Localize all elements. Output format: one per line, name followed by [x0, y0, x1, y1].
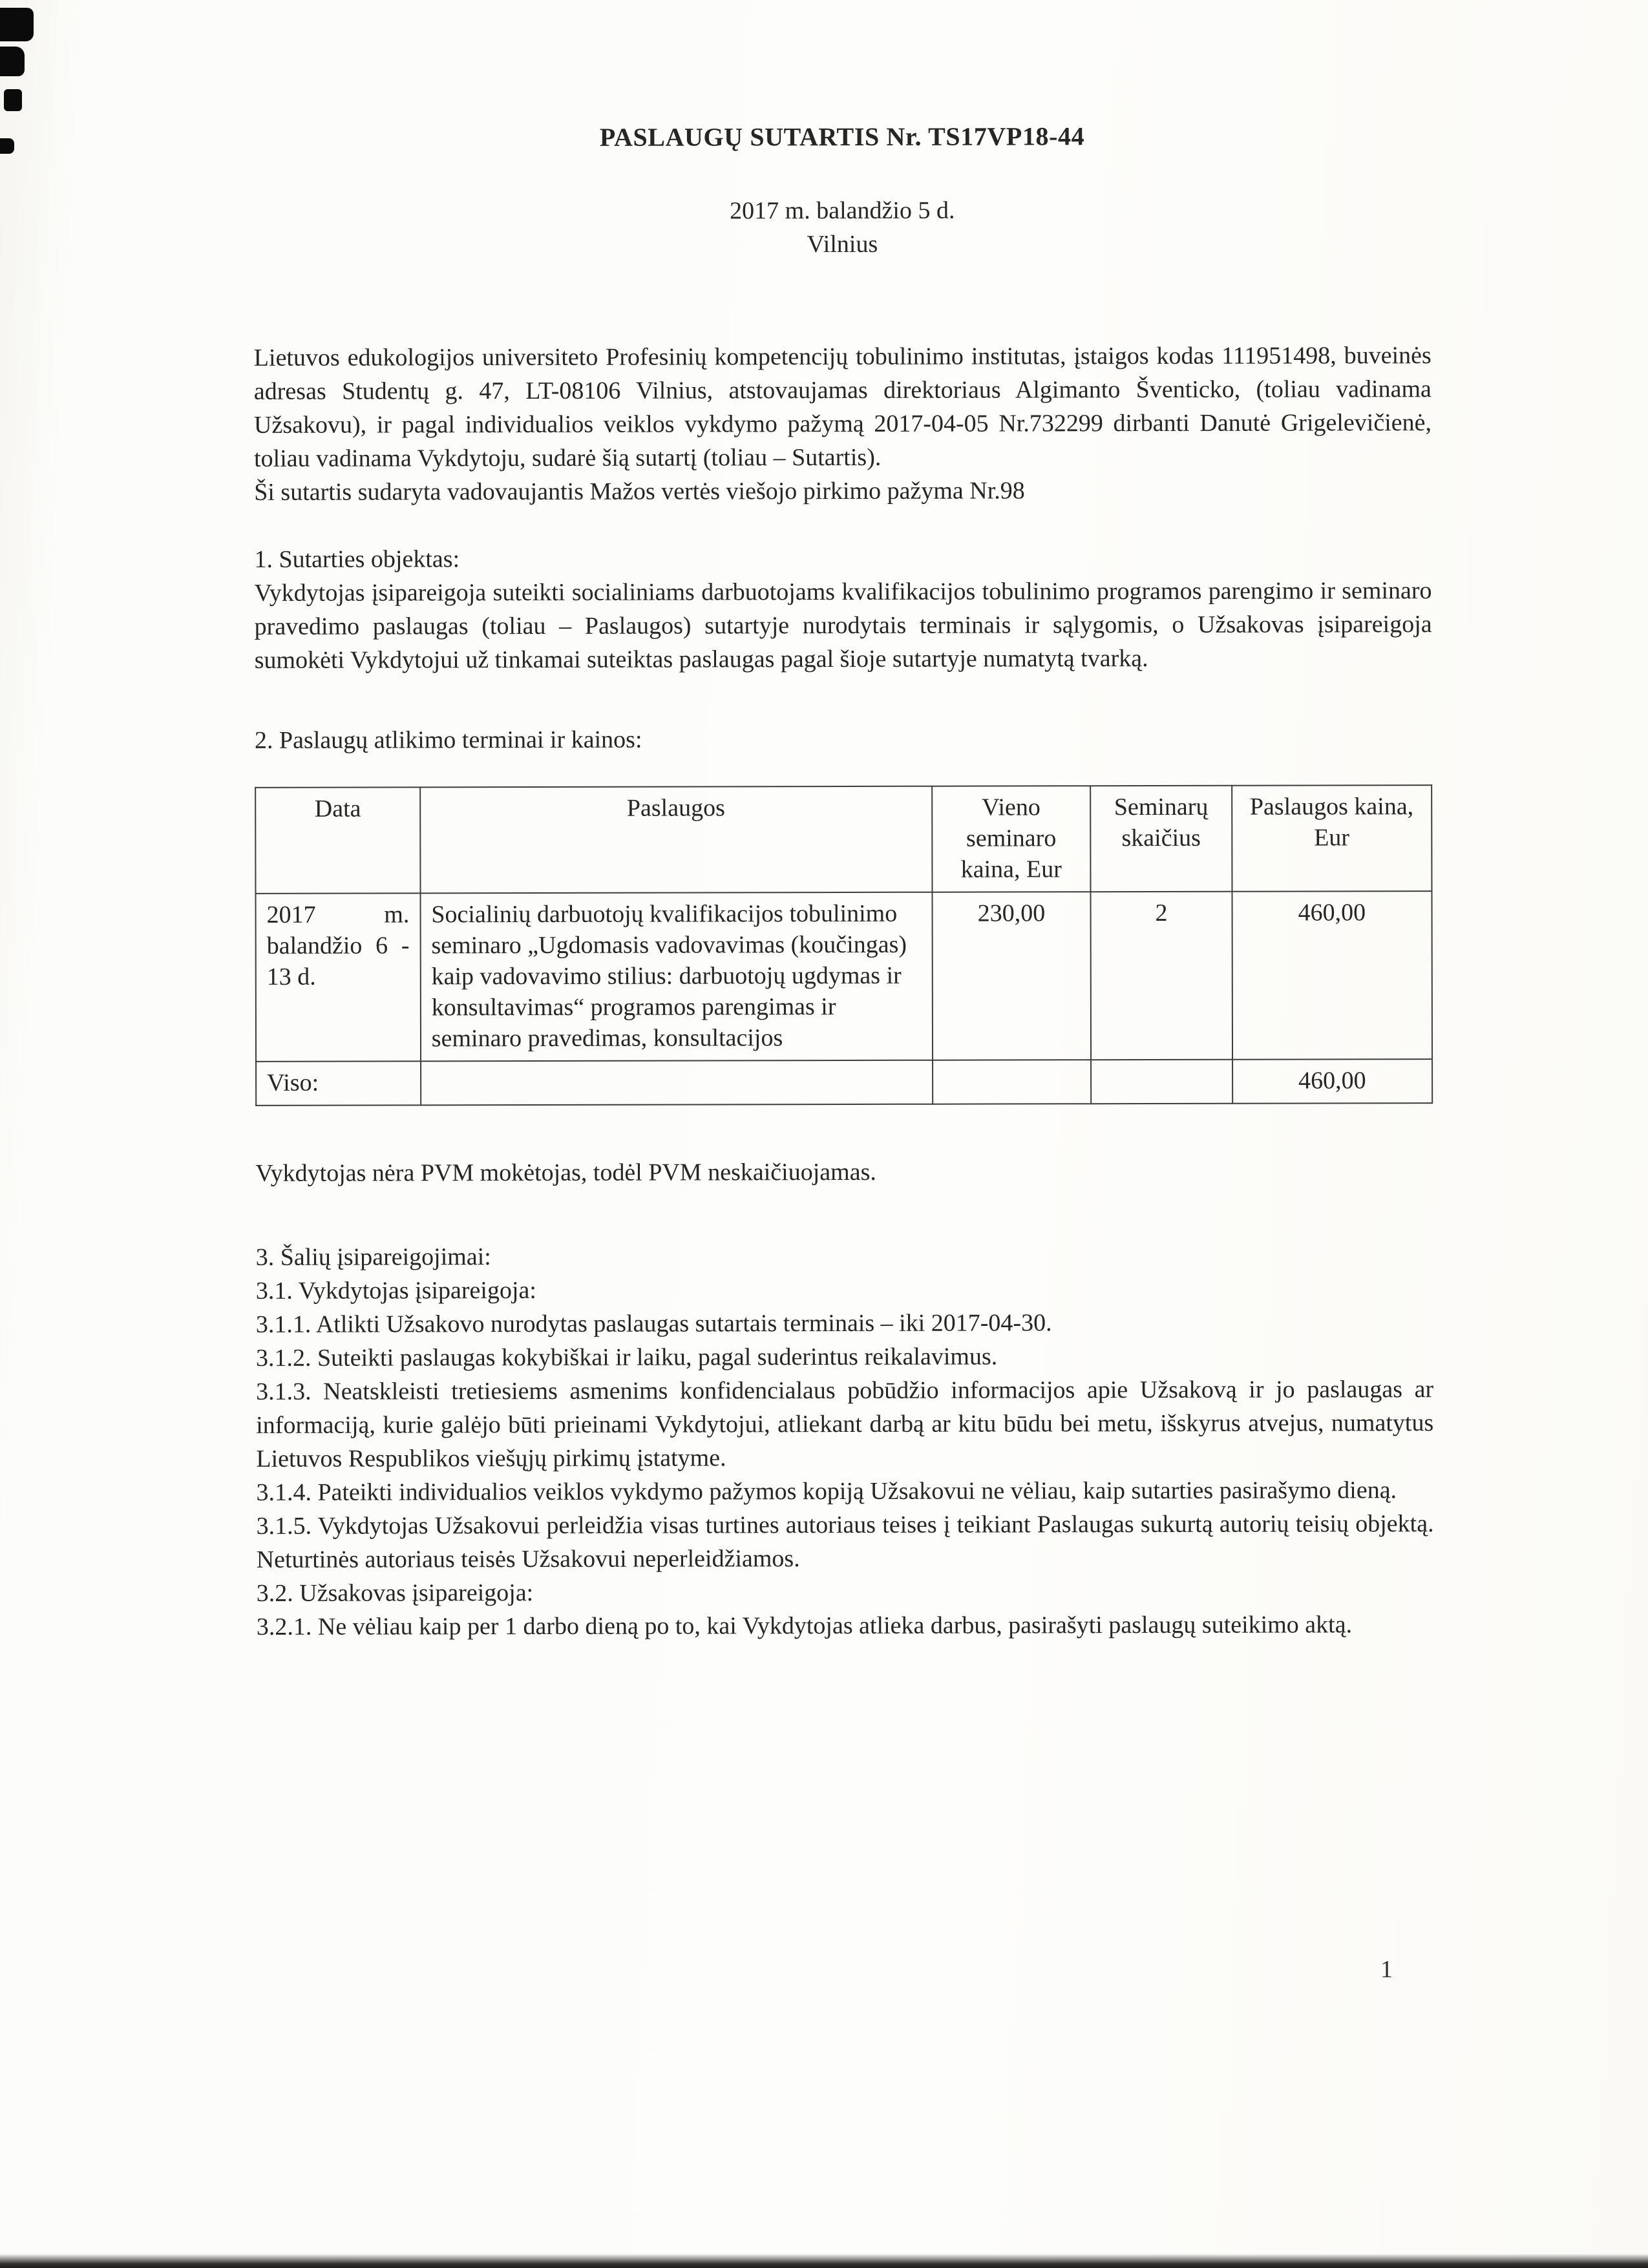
service-description-cell: Socialinių darbuotojų kvalifikacijos tobulinimo seminaro „Ugdomasis vadovavimas (koučingas) kaip vadovavimo stilius: darbuotojų ugdymas ir konsultavimas“ programos parengimas ir seminaro pravedimas, konsultacijos — [420, 892, 932, 1062]
total-row — [256, 1059, 1432, 1106]
services-table — [255, 784, 1433, 1106]
service-total-price-cell: 460,00 — [1232, 891, 1432, 1060]
scan-artifact-top-left-1 — [0, 8, 34, 41]
header-cell-unit-price: Vieno seminaro kaina, Eur — [932, 786, 1091, 892]
header-cell-data: Data — [255, 787, 420, 894]
header-cell-services: Paslaugos — [420, 786, 932, 894]
service-seminar-count-cell: 2 — [1091, 892, 1232, 1060]
scan-artifact-top-left-4 — [0, 138, 14, 154]
section-2-heading: 2. Paslaugų atlikimo terminai ir kainos: — [254, 726, 642, 754]
intro-paragraph: Lietuvos edukologijos universiteto Profesinių kompetencijų tobulinimo institutas, įstaigos kodas 111951498, buveinės adresas Studentų g. 47, LT-08106 Vilnius, atstovaujamas direktoriaus Algimanto Šventicko, (toliau vadinama Užsakovu), ir pagal individualios veiklos vykdymo pažymą 2017-04-05 Nr.732299 dirbanti Danutė Grigelevičienė, toliau vadinama Vykdytoju, sudarė šią sutartį (toliau – Sutartis). — [253, 342, 1432, 472]
total-empty-cell-1 — [421, 1060, 933, 1106]
obligation-item-3-1-1: 3.1.1. Atlikti Užsakovo nurodytas paslaugas sutartais terminais – iki 2017-04-30. — [255, 1309, 1052, 1338]
obligation-item-3-2-1: 3.2.1. Ne vėliau kaip per 1 darbo dieną po to, kai Vykdytojas atlieka darbus, pasirašyti paslaugų suteikimo aktą. — [256, 1611, 1353, 1641]
scan-artifact-top-left-2 — [0, 47, 25, 76]
vat-note: Vykdytojas nėra PVM mokėtojas, todėl PVM neskaičiuojamas. — [255, 1158, 876, 1187]
obligation-item-3-1-4: 3.1.4. Pateikti individualios veiklos vykdymo pažymos kopiją Užsakovui ne vėliau, kaip sutarties pasirašymo dieną. — [256, 1476, 1397, 1506]
section-1-heading: 1. Sutarties objektas: — [254, 545, 460, 573]
service-date-cell: 2017 m. balandžio 6 - 13 d. — [256, 893, 421, 1062]
header-cell-seminar-count: Seminarų skaičius — [1090, 786, 1232, 892]
obligation-item-3-1-5: 3.1.5. Vykdytojas Užsakovui perleidžia visas turtines autoriaus teises į teikiant Paslaugas sukurtą autorių teisių objektą. Neturtinės autoriaus teisės Užsakovui neperleidžiamos. — [256, 1510, 1434, 1573]
document-title: PASLAUGŲ SUTARTIS Nr. TS17VP18-44 — [599, 121, 1085, 152]
intro-block — [254, 339, 1432, 509]
section-1-body: Vykdytojas įsipareigoja suteikti socialiniams darbuotojams kvalifikacijos tobulinimo programos parengimo ir seminaro pravedimo paslaugas (toliau – Paslaugos) sutartyje nurodytais terminais ir sąlygomis, o Užsakovas įsipareigoja sumokėti Vykdytojui už tinkamai suteiktas paslaugas pagal šioje sutartyje numatytą tvarką. — [254, 577, 1432, 674]
service-row — [256, 891, 1433, 1062]
obligation-item-3-1-2: 3.1.2. Suteikti paslaugas kokybiškai ir laiku, pagal suderintus reikalavimus. — [255, 1343, 998, 1372]
service-unit-price-cell: 230,00 — [932, 892, 1091, 1060]
section-3-heading: 3. Šalių įsipareigojimai: — [255, 1243, 491, 1271]
total-label-cell: Viso: — [256, 1061, 421, 1106]
page-number: 1 — [1380, 1956, 1393, 1983]
obligation-item-3-1-3: 3.1.3. Neatskleisti tretiesiems asmenims konfidencialaus pobūdžio informacijos apie Užsakovą ir jo paslaugas ar informaciją, kurie galėjo būti prieinami Vykdytojui, atliekant darbą ar kitu būdu bei metu, išskyrus atvejus, numatytus Lietuvos Respublikos viešųjų pirkimų įstatyme. — [256, 1376, 1434, 1473]
document-city: Vilnius — [807, 230, 878, 258]
contract-basis-line: Ši sutartis sudaryta vadovaujantis Mažos vertės viešojo pirkimo pažyma Nr.98 — [254, 477, 1025, 506]
scan-artifact-bottom-edge — [0, 2254, 1648, 2268]
header-cell-total-price: Paslaugos kaina, Eur — [1232, 785, 1432, 892]
document-date: 2017 m. balandžio 5 d. — [730, 196, 955, 225]
obligation-item-3-1: 3.1. Vykdytojas įsipareigoja: — [255, 1276, 536, 1305]
scan-artifact-top-left-3 — [4, 89, 22, 111]
total-empty-cell-2 — [933, 1060, 1092, 1104]
total-empty-cell-3 — [1091, 1060, 1232, 1104]
document-content — [253, 119, 1434, 1644]
obligation-item-3-2: 3.2. Užsakovas įsipareigoja: — [256, 1579, 534, 1607]
total-amount-cell: 460,00 — [1232, 1059, 1433, 1104]
table-header-row — [255, 785, 1431, 894]
